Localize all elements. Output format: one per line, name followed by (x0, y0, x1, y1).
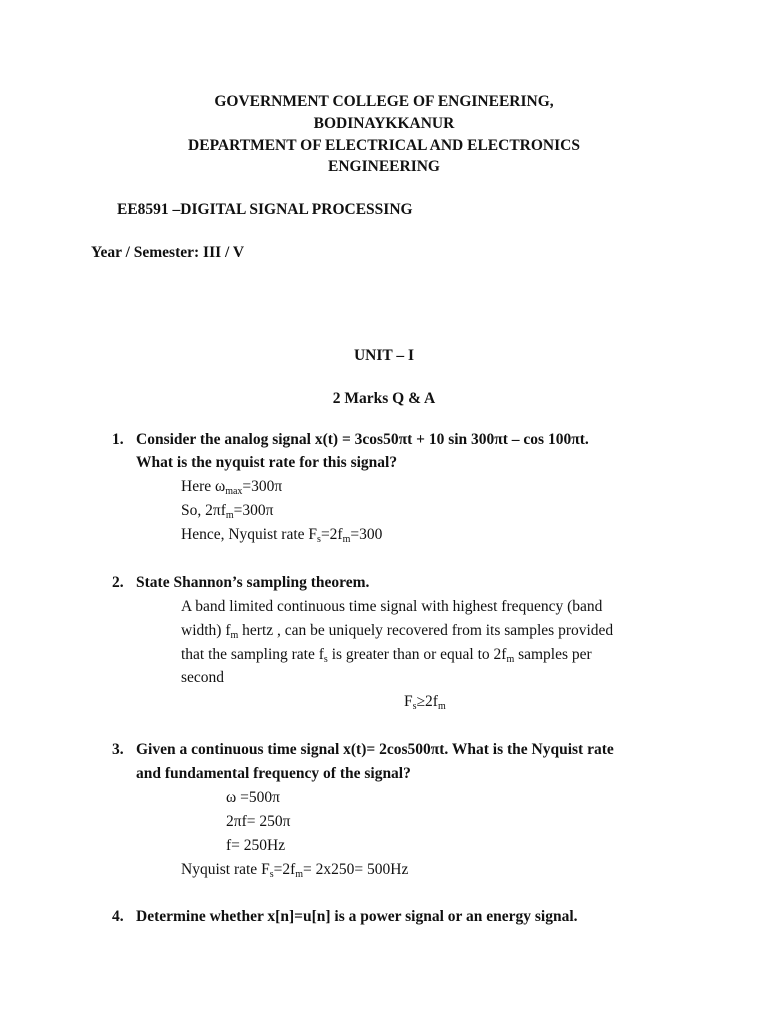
question-text-line: Determine whether x[n]=u[n] is a power signal or an energy signal. (136, 908, 578, 925)
unit-title: UNIT – I (353, 347, 414, 364)
answer-line: ω =500π (226, 789, 280, 806)
question-number: 3. (112, 741, 124, 758)
question-text-line: and fundamental frequency of the signal? (136, 765, 411, 782)
college-place: BODINAYKKANUR (313, 115, 455, 132)
answer-line: width) $f_m$ hertz , can be uniquely recovered from its samples provided (181, 622, 614, 641)
course-title: EE8591 –DIGITAL SIGNAL PROCESSING (117, 201, 413, 218)
question-text-line: State Shannon’s sampling theorem. (136, 574, 370, 591)
answer-line: that the sampling rate $f_s$ is greater than or equal to $2f_m$ samples per (181, 646, 592, 665)
formula: $F_s\ge 2f_m$ (404, 693, 446, 712)
question-number: 1. (112, 431, 124, 448)
answer-line: second (181, 669, 225, 686)
answer-line: So, $2\pi f_m=300\pi$ (181, 502, 274, 521)
college-name: GOVERNMENT COLLEGE OF ENGINEERING, (214, 93, 554, 110)
answer-line: Hence, Nyquist rate $F_s=2f_m=300$ (181, 526, 383, 545)
question-number: 4. (112, 908, 124, 925)
question-text-line: What is the nyquist rate for this signal? (136, 454, 398, 471)
year-semester: Year / Semester: III / V (91, 244, 245, 261)
section-title: 2 Marks Q & A (332, 390, 436, 407)
department-line-2: ENGINEERING (328, 158, 440, 175)
department-line-1: DEPARTMENT OF ELECTRICAL AND ELECTRONICS (188, 137, 580, 154)
question-text-line: Consider the analog signal x(t) = 3cos50πt + 10 sin 300πt – cos 100πt. (136, 431, 589, 448)
question-number: 2. (112, 574, 124, 591)
answer-line: Here $\omega_{max}=300\pi$ (181, 478, 283, 497)
answer-line: 2πf= 250π (226, 813, 291, 830)
answer-line: Nyquist rate $F_s=2f_m= 2x250= 500Hz$ (181, 861, 409, 880)
question-text-line: Given a continuous time signal x(t)= 2cos500πt. What is the Nyquist rate (136, 741, 614, 758)
answer-line: f= 250Hz (226, 837, 286, 854)
answer-line: A band limited continuous time signal with highest frequency (band (181, 598, 603, 615)
